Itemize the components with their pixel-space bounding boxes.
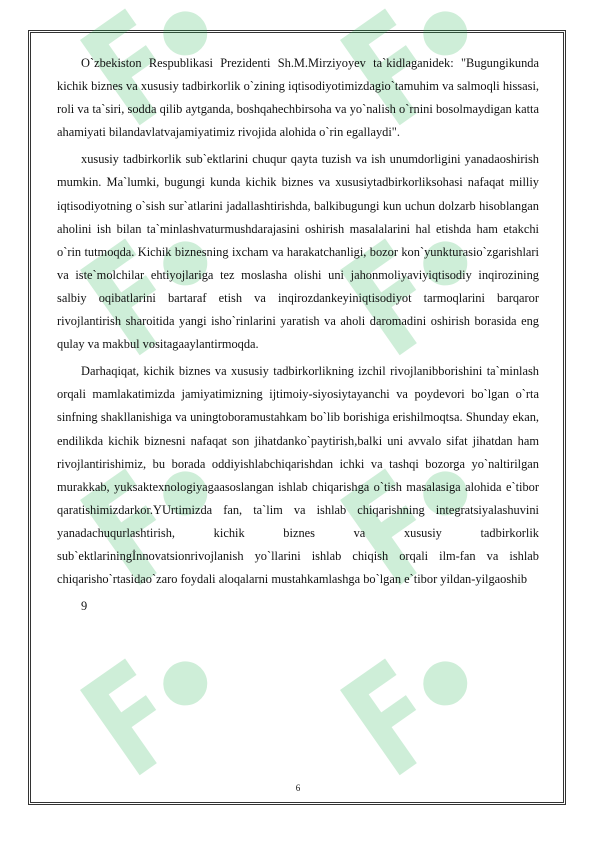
paragraph-footnote-number: 9 [81,599,88,614]
paragraph-small-business-role: xususiy tadbirkorlik sub`ektlarini chuqur qayta tuzish va ish unumdorligini yanadaoshirish mumkin. Ma`lumki, bugungi kunda kichik biznes va xususiytadbirkorliksohasi nafaqat milliy iqtisodiyotning o`sish sur`atlarini jadallashtirishda, balkibugungi kun uchun dolzarb hisoblangan aholini ish bilan ta`minlashvaturmushdarajasini oshirish masalalarini hal etishda ham etakchi o`rin tutmoqda. Kichik biznesning ixcham va harakatchanligi, bozor kon`yunkturasio`zgarishlari va iste`molchilar ehtiyojlariga tez moslasha olishi uni jahonmoliyaviyiqtisodiy inqirozining salbiy oqibatlarini bartaraf etish va inqirozdankeyiniqtisodiyot tarmoqlarini barqaror rivojlantirish sharoitida yangi isho`rinlarini yaratish va aholi daromadini oshirish borasida eng qulay va makbul vositagaaylantirmoqda. [57,152,539,352]
page-number: 6 [295,783,301,793]
paragraph-presidential-quote: O`zbekiston Respublikasi Prezidenti Sh.M.Mirziyoyev ta`kidlaganidek: "Bugungikunda kichik biznes va xususiy tadbirkorlik o`zining iqtisodiyotimizdagio`tamuhim va salmoqli hissasi, roli va ta`siri, sodda qilib aytganda, boshqahechbirsoha va yo`nalish o`rnini bosolmaydigan katta ahamiyati bilandavlatvajamiyatimiz rivojida alohida o`rin egallaydi". [57,56,539,140]
document-body [57,52,539,618]
paragraph-business-development: Darhaqiqat, kichik biznes va xususiy tadbirkorlikning izchil rivojlanibborishini ta`minlash orqali mamlakatimizda jamiyatimizning ijtimoiy-siyosiytayanchi va poydevori bo`lgan o`rta sinfning shakllanishiga va uningtoboramustahkam bo`lib borishiga erishilmoqtsa. Shunday ekan, endilikda kichik biznesni nafaqat son jihatdanko`paytirish,balki uni avvalo sifat jihatdan ham rivojlantirishimiz, bu borada oddiyishlabchiqarishdan ichki va tashqi bozorga yo`naltirilgan murakkab, yuksaktexnologiyagaasoslangan ishlab chiqarishga o`tish masalasiga alohida e`tibor qaratishimizdarkor.YUrtimizda fan, ta`lim va ishlab chiqarishning integratsiyalashuvini yanadachuqurlashtirish, kichik biznes va xususiy tadbirkorlik sub`ektlariningİnnovatsionrivojlanish yo`llarini ishlab chiqish orqali ilm-fan va ishlab chiqarisho`rtasidao`zaro foydali aloqalarni mustahkamlashga bo`lgan e`tibor yildan-yilgaoshib [57,364,539,587]
